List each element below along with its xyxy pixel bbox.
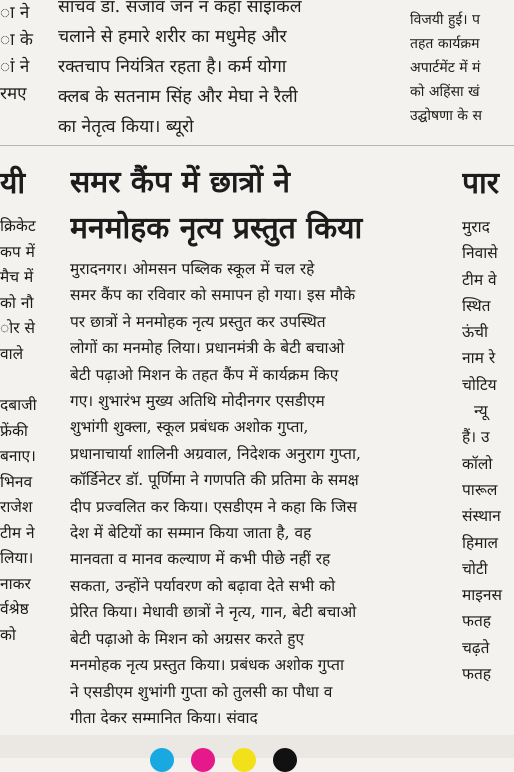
top-left-column bbox=[0, 0, 58, 108]
article-line: शुभांगी शुक्ला, स्कूल प्रबंधक अशोक गुप्ता, bbox=[70, 418, 309, 437]
text-line: विजयी हुई। प bbox=[410, 12, 481, 28]
text-line: टीम ने bbox=[0, 523, 35, 542]
top-right-column bbox=[410, 8, 514, 128]
text-line: फतह bbox=[462, 612, 492, 631]
text-line: हैं। उ bbox=[462, 428, 490, 447]
paragraph-gap bbox=[0, 367, 56, 393]
text-line: नाम रे bbox=[462, 349, 496, 368]
text-line: ऊंची bbox=[462, 323, 489, 342]
article-line: दीप प्रज्वलित कर किया। एसडीएम ने कहा कि जिस bbox=[70, 497, 358, 516]
text-line: चोटी bbox=[462, 559, 488, 578]
article-line: गए। शुभारंभ मुख्य अतिथि मोदीनगर एसडीएम bbox=[70, 392, 325, 411]
text-line: बनाए। bbox=[0, 447, 36, 465]
text-line: हिमाल bbox=[462, 533, 499, 552]
cyan-registration-mark bbox=[150, 748, 174, 772]
article-line: मनमोहक नृत्य प्रस्तुत किया। प्रबंधक अशोक गुप्ता bbox=[70, 656, 345, 675]
text-line: का नेतृत्व किया। ब्यूरो bbox=[58, 117, 194, 137]
left-headline-fragment bbox=[0, 164, 58, 204]
headline-text: यी bbox=[0, 166, 26, 201]
text-line: भिनव bbox=[0, 472, 33, 491]
text-line: चढ़ते bbox=[462, 638, 490, 657]
article-line: बेटी पढ़ाओ के मिशन को अग्रसर करते हुए bbox=[70, 629, 305, 648]
article-line: पर छात्रों ने मनमोहक नृत्य प्रस्तुत कर उपस्थित bbox=[70, 312, 326, 331]
article-line: समर कैंप का रविवार को समापन हो गया। इस मौके bbox=[70, 286, 356, 305]
article-line: बेटी पढ़ाओ मिशन के तहत कैंप में कार्यक्रम किए bbox=[70, 365, 339, 384]
right-headline-fragment bbox=[462, 164, 514, 204]
text-line: को अहिंसा खं bbox=[410, 84, 480, 100]
page-bottom-margin bbox=[0, 735, 514, 758]
article-line: गीता देकर सम्मानित किया। संवाद bbox=[70, 708, 258, 727]
article-line: सकता, उन्होंने पर्यावरण को बढ़ावा देते सभी को bbox=[70, 576, 336, 595]
text-line: संस्थान bbox=[462, 507, 501, 526]
text-line: साचव डा. सजाव जन न कहा साइाकल bbox=[58, 0, 302, 17]
article-line: मानवता व मानव कल्याण में कभी पीछे नहीं रह bbox=[70, 550, 331, 569]
text-line: स्थित bbox=[462, 296, 491, 315]
article-line: प्रेरित किया। मेधावी छात्रों ने नृत्य, गान, बेटी बचाओ bbox=[70, 603, 357, 622]
text-line: राजेश bbox=[0, 498, 33, 516]
text-line: वाले bbox=[0, 344, 24, 363]
text-line: र्वश्रेष्ठ bbox=[0, 600, 29, 618]
text-line: अपार्टमेंट में मं bbox=[410, 60, 481, 76]
previous-story-ending bbox=[58, 0, 398, 142]
text-line: माइनस bbox=[462, 586, 502, 605]
article-headline bbox=[70, 160, 420, 252]
article-line: लोगों का मनमोह लिया। प्रधानमंत्री के बेटी बचाओ bbox=[70, 339, 345, 358]
text-line: ोर से bbox=[0, 319, 35, 337]
yellow-registration-mark bbox=[232, 748, 256, 772]
magenta-registration-mark bbox=[191, 748, 215, 772]
headline-line-1: समर कैंप में छात्रों ने bbox=[70, 165, 291, 200]
text-line: उद्घोषणा के स bbox=[410, 108, 482, 124]
article-line: प्रधानाचार्या शालिनी अग्रवाल, निदेशक अनुराग गुप्ता, bbox=[70, 444, 361, 463]
text-line: क्रिकेट bbox=[0, 217, 36, 235]
right-column-text bbox=[462, 214, 514, 687]
article-body bbox=[70, 256, 455, 731]
article-line: देश में बेटियों का सम्मान किया जाता है, वह bbox=[70, 524, 312, 543]
text-line: ा के bbox=[0, 30, 33, 50]
headline-line-2: मनमोहक नृत्य प्रस्तुत किया bbox=[70, 211, 363, 246]
text-line: चलाने से हमारे शरीर का मधुमेह और bbox=[58, 27, 287, 47]
text-line: ां ने bbox=[0, 57, 30, 77]
text-line: रक्तचाप नियंत्रित रहता है। कर्म योगा bbox=[58, 57, 287, 77]
text-line: पारूल bbox=[462, 480, 498, 499]
article-line: कॉर्डिनेटर डॉ. पूर्णिमा ने गणपति की प्रतिमा के समक्ष bbox=[70, 471, 359, 490]
text-line: को नौ bbox=[0, 293, 34, 312]
text-line: फतह bbox=[462, 665, 492, 684]
text-line: न्यू bbox=[474, 402, 488, 421]
article-line: ने एसडीएम शुभांगी गुप्ता को तुलसी का पौधा व bbox=[70, 682, 333, 701]
text-line: मैच में bbox=[0, 268, 34, 286]
text-line: निवासे bbox=[462, 244, 498, 263]
text-line: दबाजी bbox=[0, 396, 37, 414]
section-divider bbox=[0, 145, 514, 146]
text-line: फ्रेंकी bbox=[0, 421, 28, 440]
text-line: ा ने bbox=[0, 3, 30, 23]
text-line: रमए bbox=[0, 84, 27, 104]
article-line: मुरादनगर। ओमसन पब्लिक स्कूल में चल रहे bbox=[70, 260, 315, 278]
headline-text: पार bbox=[462, 166, 500, 201]
black-registration-mark bbox=[273, 748, 297, 772]
text-line: कप में bbox=[0, 242, 35, 261]
text-line: मुराद bbox=[462, 218, 490, 236]
left-column-text bbox=[0, 214, 56, 648]
text-line: को bbox=[0, 625, 16, 644]
text-line: टीम वे bbox=[462, 270, 497, 289]
text-line: लिया। bbox=[0, 549, 34, 567]
text-line: तहत कार्यक्रम bbox=[410, 36, 480, 52]
text-line: नाकर bbox=[0, 574, 31, 593]
text-line: चोटिय bbox=[462, 375, 497, 394]
text-line: कॉलो bbox=[462, 454, 493, 473]
text-line: क्लब के सतनाम सिंह और मेघा ने रैली bbox=[58, 87, 298, 107]
